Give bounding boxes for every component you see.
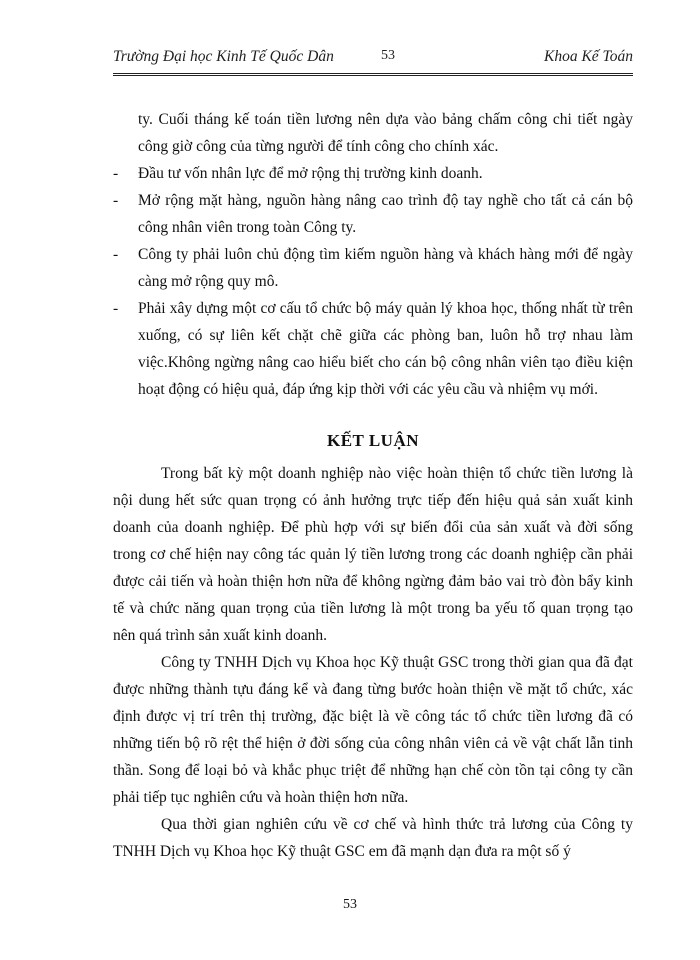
header-university: Trường Đại học Kinh Tế Quốc Dân [113,48,334,65]
conclusion-paragraph: Trong bất kỳ một doanh nghiệp nào việc hoàn thiện tổ chức tiền lương là nội dung hết sức quan trọng có ảnh hưởng trực tiếp đến hiệu quả sản xuất kinh doanh của doanh nghiệp. Để phù hợp với sự biến đổi của sản xuất và đời sống trong cơ chế hiện nay công tác quản lý tiền lương trong các doanh nghiệp cần phải được cải tiến và hoàn thiện hơn nữa để không ngừng đảm bảo vai trò đòn bẩy kinh tế và chức năng quan trọng của tiền lương là một trong ba yếu tố quan trọng tạo nên quá trình sản xuất kinh doanh. [113,465,633,644]
continuation-text: ty. Cuối tháng kế toán tiền lương nên dựa vào bảng chấm công chi tiết ngày công giờ công của từng người để tính công cho chính xác. [138,111,633,155]
page-header [113,44,633,70]
list-item [113,160,633,187]
bullet-dash: - [113,165,119,182]
bullet-dash: - [113,246,119,263]
list-item-text: Công ty phải luôn chủ động tìm kiếm nguồn hàng và khách hàng mới để ngày càng mở rộng quy mô. [138,246,633,290]
header-rule [113,73,633,76]
list-item [113,241,633,295]
conclusion-title: KẾT LUẬN [326,431,419,450]
header-faculty: Khoa Kế Toán [543,48,633,65]
header-page-number: 53 [381,48,395,63]
conclusion-paragraph: Công ty TNHH Dịch vụ Khoa học Kỹ thuật GSC trong thời gian qua đã đạt được những thành tựu đáng kể và đang từng bước hoàn thiện về mặt tổ chức, xác định được vị trí trên thị trường, đặc biệt là về công tác tổ chức tiền lương đã có những tiến bộ rõ rệt thể hiện ở đời sống của công nhân viên cả về vật chất lẫn tinh thần. Song để loại bỏ và khắc phục triệt để những hạn chế còn tồn tại công ty cần phải tiếp tục nghiên cứu và hoàn thiện hơn nữa. [113,654,633,806]
page-footer-number: 53 [343,897,357,912]
list-item-text: Phải xây dựng một cơ cấu tổ chức bộ máy quản lý khoa học, thống nhất từ trên xuống, có sự liên kết chặt chẽ giữa các phòng ban, luôn hỗ trợ nhau làm việc.Không ngừng nâng cao hiểu biết cho cán bộ công nhân viên tạo điều kiện hoạt động có hiệu quả, đáp ứng kịp thời với các yêu cầu và nhiệm vụ mới. [138,300,633,398]
bullet-dash: - [113,300,119,317]
list-item [113,187,633,241]
list-item [113,295,633,403]
page-body [113,106,633,865]
bullet-dash: - [113,192,119,209]
conclusion-paragraph: Qua thời gian nghiên cứu về cơ chế và hình thức trả lương của Công ty TNHH Dịch vụ Khoa học Kỹ thuật GSC em đã mạnh dạn đưa ra một số ý [113,816,633,860]
list-item-text: Đầu tư vốn nhân lực để mở rộng thị trường kinh doanh. [138,165,483,182]
list-item-text: Mở rộng mặt hàng, nguồn hàng nâng cao trình độ tay nghề cho tất cả cán bộ công nhân viên trong toàn Công ty. [138,192,633,236]
recommendation-list [113,160,633,403]
